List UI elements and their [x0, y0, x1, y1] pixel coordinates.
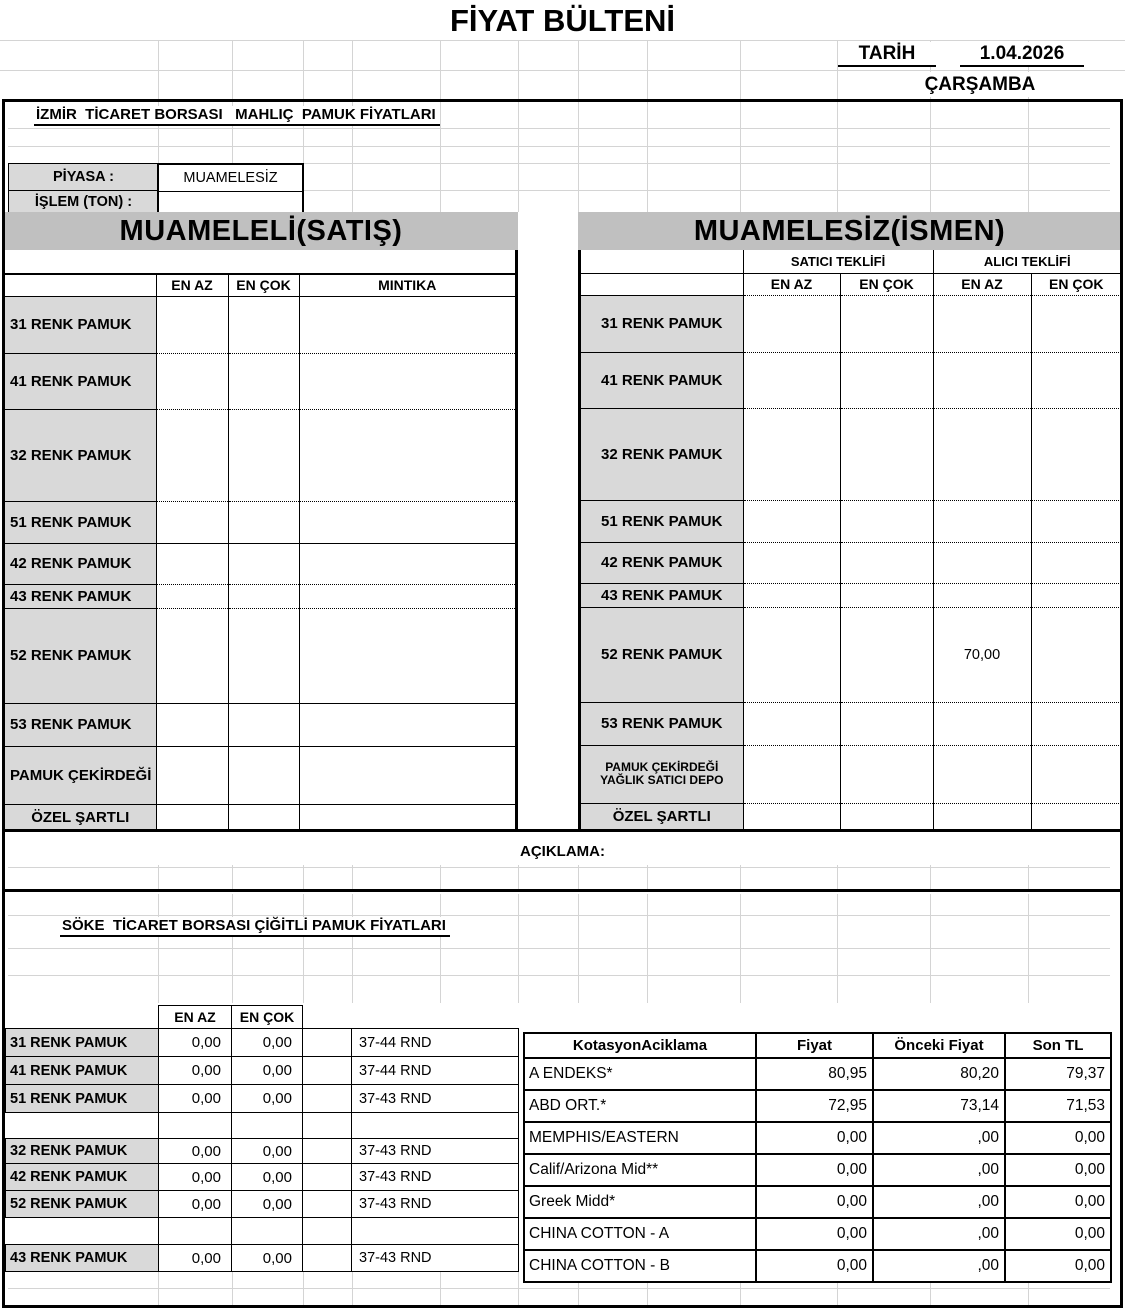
- spacer-cell: [303, 1191, 352, 1218]
- cell-en-az: [156, 804, 228, 831]
- muameleli-satis-header: MUAMELELİ(SATIŞ): [4, 212, 518, 250]
- satici-teklifi-header: SATICI TEKLİFİ: [743, 250, 933, 273]
- kotasyon-table: [523, 1032, 1112, 1283]
- table-row: [581, 803, 1121, 830]
- row-label: ABD ORT.*: [524, 1090, 756, 1122]
- gridline: [352, 163, 353, 212]
- cell-en-cok: 0,00: [232, 1164, 303, 1191]
- row-label: 43 RENK PAMUK: [581, 583, 743, 607]
- cell-mintika: [299, 746, 515, 804]
- row-label: 31 RENK PAMUK: [581, 295, 743, 352]
- cell-rnd: 37-43 RND: [352, 1245, 519, 1272]
- gridline: [8, 975, 1110, 976]
- cell-satici-en-az: [743, 500, 840, 542]
- row-label: 42 RENK PAMUK: [5, 543, 156, 584]
- gridline: [8, 1288, 1110, 1289]
- soke-table: [5, 1005, 519, 1272]
- table-row: [5, 296, 515, 353]
- cell-son-tl: 71,53: [1005, 1090, 1111, 1122]
- offer-groups-row: [581, 250, 1121, 273]
- corner-cell: [6, 1006, 159, 1029]
- cell-fiyat: 0,00: [756, 1122, 873, 1154]
- spacer-cell: [159, 1218, 232, 1245]
- cell-en-az: [156, 409, 228, 501]
- cell-en-az: [156, 703, 228, 746]
- gridline: [740, 163, 741, 212]
- corner-cell: [5, 274, 156, 296]
- cell-son-tl: 79,37: [1005, 1058, 1111, 1090]
- table-row: [524, 1154, 1111, 1186]
- cell-rnd: 37-43 RND: [352, 1191, 519, 1218]
- col-son-tl: Son TL: [1005, 1033, 1111, 1058]
- cell-en-cok: [228, 543, 299, 584]
- cell-en-az: [156, 501, 228, 543]
- cell-fiyat: 0,00: [756, 1186, 873, 1218]
- cell-alici-en-cok: [1031, 607, 1121, 702]
- empty-row: [6, 1218, 519, 1245]
- table-row: [581, 583, 1121, 607]
- piyasa-value-box: [157, 163, 304, 214]
- col-alici-en-az: EN AZ: [933, 273, 1031, 295]
- col-satici-en-az: EN AZ: [743, 273, 840, 295]
- table-row: [6, 1085, 519, 1113]
- cell-alici-en-az: [933, 542, 1031, 583]
- row-label: 41 RENK PAMUK: [581, 352, 743, 408]
- table-row: [5, 584, 515, 608]
- row-label: 51 RENK PAMUK: [5, 501, 156, 543]
- cell-mintika: [299, 501, 515, 543]
- cell-mintika: [299, 703, 515, 746]
- table-row: [5, 501, 515, 543]
- islem-ton-label: İŞLEM (TON) :: [8, 190, 159, 214]
- row-label: 31 RENK PAMUK: [6, 1029, 159, 1057]
- spacer-cell: [303, 1164, 352, 1191]
- row-label: 41 RENK PAMUK: [5, 353, 156, 409]
- gridline: [740, 101, 741, 163]
- cell-alici-en-cok: [1031, 745, 1121, 803]
- gridline: [0, 70, 1125, 71]
- empty-row: [6, 1113, 519, 1139]
- cell-alici-en-az: [933, 745, 1031, 803]
- gridline: [8, 146, 1110, 147]
- gridline: [303, 190, 1110, 191]
- cell-satici-en-az: [743, 542, 840, 583]
- table-row: [581, 500, 1121, 542]
- cell-satici-en-cok: [840, 607, 933, 702]
- row-label: 53 RENK PAMUK: [581, 702, 743, 745]
- table-row: [581, 295, 1121, 352]
- spacer: [5, 250, 515, 273]
- table-row: [6, 1245, 519, 1272]
- cell-fiyat: 72,95: [756, 1090, 873, 1122]
- cell-satici-en-cok: [840, 408, 933, 500]
- cell-onceki-fiyat: ,00: [873, 1250, 1005, 1282]
- cell-en-cok: 0,00: [232, 1245, 303, 1272]
- piyasa-label: PİYASA :: [8, 163, 159, 191]
- cell-alici-en-az: 70,00: [933, 607, 1031, 702]
- cell-en-az: [156, 353, 228, 409]
- table-row: [581, 408, 1121, 500]
- row-label: 52 RENK PAMUK: [581, 607, 743, 702]
- cell-satici-en-cok: [840, 295, 933, 352]
- page-title: FİYAT BÜLTENİ: [449, 3, 676, 38]
- cell-satici-en-cok: [840, 702, 933, 745]
- gridline: [8, 948, 1110, 949]
- gridline: [930, 163, 931, 212]
- cell-rnd: 37-43 RND: [352, 1164, 519, 1191]
- cell-satici-en-cok: [840, 745, 933, 803]
- cell-en-az: 0,00: [159, 1139, 232, 1164]
- cell-en-az: [156, 746, 228, 804]
- aciklama-section: [2, 829, 1123, 892]
- cell-satici-en-cok: [840, 583, 933, 607]
- gridline: [837, 163, 838, 212]
- table-row: [6, 1139, 519, 1164]
- cell-en-cok: [228, 608, 299, 703]
- table-row: [6, 1191, 519, 1218]
- table-row: [581, 702, 1121, 745]
- spacer-cell: [303, 1245, 352, 1272]
- cell-en-cok: [228, 804, 299, 831]
- soke-section-heading: SÖKE TİCARET BORSASI ÇİĞİTLİ PAMUK FİYATLARI: [60, 917, 450, 937]
- cell-mintika: [299, 543, 515, 584]
- gridline: [440, 1272, 441, 1306]
- weekday-label: ÇARŞAMBA: [898, 72, 1062, 97]
- cell-satici-en-az: [743, 583, 840, 607]
- cell-mintika: [299, 409, 515, 501]
- gridline: [1028, 163, 1029, 212]
- cell-en-az: [156, 608, 228, 703]
- spacer-cell: [303, 1029, 352, 1057]
- row-label: ÖZEL ŞARTLI: [581, 803, 743, 830]
- cell-en-cok: [228, 746, 299, 804]
- cell-en-cok: [228, 353, 299, 409]
- cell-en-az: 0,00: [159, 1085, 232, 1113]
- cell-mintika: [299, 584, 515, 608]
- spacer-cell: [352, 1113, 519, 1139]
- table-row: [6, 1164, 519, 1191]
- table-row: [524, 1218, 1111, 1250]
- cell-satici-en-az: [743, 295, 840, 352]
- muamelesiz-header-row: [581, 273, 1121, 295]
- table-row: [6, 1029, 519, 1057]
- cell-onceki-fiyat: ,00: [873, 1122, 1005, 1154]
- cell-en-az: [156, 296, 228, 353]
- cell-rnd: 37-43 RND: [352, 1085, 519, 1113]
- cell-alici-en-cok: [1031, 583, 1121, 607]
- row-label: 51 RENK PAMUK: [6, 1085, 159, 1113]
- spacer-cell: [352, 1006, 519, 1029]
- col-onceki-fiyat: Önceki Fiyat: [873, 1033, 1005, 1058]
- gridline: [0, 40, 1125, 41]
- table-row: [5, 746, 515, 804]
- spacer-cell: [232, 1113, 303, 1139]
- row-label: A ENDEKS*: [524, 1058, 756, 1090]
- islem-ton-value: [159, 192, 302, 213]
- cell-satici-en-az: [743, 803, 840, 830]
- cell-onceki-fiyat: 80,20: [873, 1058, 1005, 1090]
- spacer-cell: [303, 1113, 352, 1139]
- cell-satici-en-az: [743, 352, 840, 408]
- row-label: CHINA COTTON - A: [524, 1218, 756, 1250]
- spacer-cell: [303, 1057, 352, 1085]
- row-label: MEMPHIS/EASTERN: [524, 1122, 756, 1154]
- gridline: [303, 1272, 304, 1306]
- date-value: 1.04.2026: [960, 42, 1084, 67]
- row-label: CHINA COTTON - B: [524, 1250, 756, 1282]
- muamelesiz-ismen-header: MUAMELESİZ(İSMEN): [578, 212, 1121, 250]
- table-row: [5, 804, 515, 831]
- row-label: 51 RENK PAMUK: [581, 500, 743, 542]
- cell-rnd: 37-44 RND: [352, 1057, 519, 1085]
- cell-son-tl: 0,00: [1005, 1122, 1111, 1154]
- cell-alici-en-cok: [1031, 542, 1121, 583]
- cell-alici-en-cok: [1031, 352, 1121, 408]
- spacer-cell: [303, 1006, 352, 1029]
- row-label: 41 RENK PAMUK: [6, 1057, 159, 1085]
- gridline: [8, 915, 1110, 916]
- row-label: 52 RENK PAMUK: [6, 1191, 159, 1218]
- table-row: [581, 607, 1121, 702]
- cell-en-cok: 0,00: [232, 1085, 303, 1113]
- col-en-az: EN AZ: [159, 1006, 232, 1029]
- cell-satici-en-cok: [840, 542, 933, 583]
- row-label: 31 RENK PAMUK: [5, 296, 156, 353]
- table-row: [581, 352, 1121, 408]
- cell-rnd: 37-44 RND: [352, 1029, 519, 1057]
- row-label: 43 RENK PAMUK: [6, 1245, 159, 1272]
- muameleli-table: [5, 250, 518, 830]
- cell-onceki-fiyat: ,00: [873, 1186, 1005, 1218]
- cell-alici-en-az: [933, 500, 1031, 542]
- cell-fiyat: 0,00: [756, 1154, 873, 1186]
- table-row: [524, 1186, 1111, 1218]
- cell-en-cok: [228, 703, 299, 746]
- gridline: [1028, 101, 1029, 163]
- table-row: [5, 543, 515, 584]
- col-en-cok: EN ÇOK: [232, 1006, 303, 1029]
- cell-alici-en-az: [933, 352, 1031, 408]
- col-mintika: MINTIKA: [299, 274, 515, 296]
- spacer-cell: [6, 1113, 159, 1139]
- cell-en-az: 0,00: [159, 1164, 232, 1191]
- cell-satici-en-cok: [840, 500, 933, 542]
- row-label: 52 RENK PAMUK: [5, 608, 156, 703]
- cell-mintika: [299, 353, 515, 409]
- row-label: [581, 745, 743, 803]
- table-row: [581, 542, 1121, 583]
- piyasa-value: MUAMELESİZ: [159, 165, 302, 192]
- spacer-cell: [232, 1218, 303, 1245]
- corner-cell: [581, 273, 743, 295]
- aciklama-label: AÇIKLAMA:: [520, 843, 605, 860]
- cell-son-tl: 0,00: [1005, 1186, 1111, 1218]
- table-row: [524, 1090, 1111, 1122]
- cell-alici-en-cok: [1031, 500, 1121, 542]
- spacer-cell: [352, 1218, 519, 1245]
- kotasyon-header-row: [524, 1033, 1111, 1058]
- row-label: 32 RENK PAMUK: [5, 409, 156, 501]
- gridline: [232, 1272, 233, 1306]
- date-label: TARİH: [838, 42, 936, 67]
- cell-son-tl: 0,00: [1005, 1154, 1111, 1186]
- cell-fiyat: 80,95: [756, 1058, 873, 1090]
- cell-alici-en-az: [933, 583, 1031, 607]
- spacer-cell: [6, 1218, 159, 1245]
- row-label: 53 RENK PAMUK: [5, 703, 156, 746]
- spacer-cell: [303, 1139, 352, 1164]
- table-row: [524, 1250, 1111, 1282]
- cell-en-az: 0,00: [159, 1057, 232, 1085]
- cell-satici-en-cok: [840, 803, 933, 830]
- col-satici-en-cok: EN ÇOK: [840, 273, 933, 295]
- izmir-section-heading: İZMİR TİCARET BORSASI MAHLIÇ PAMUK FİYATLARI: [34, 106, 440, 126]
- row-label-line1: PAMUK ÇEKİRDEĞİ: [605, 759, 719, 774]
- row-label: Calif/Arizona Mid**: [524, 1154, 756, 1186]
- table-row: [5, 353, 515, 409]
- cell-alici-en-cok: [1031, 408, 1121, 500]
- table-row: [524, 1122, 1111, 1154]
- muamelesiz-table: [578, 250, 1121, 830]
- cell-alici-en-cok: [1031, 295, 1121, 352]
- spacer-cell: [159, 1113, 232, 1139]
- cell-son-tl: 0,00: [1005, 1218, 1111, 1250]
- cell-satici-en-az: [743, 607, 840, 702]
- table-row: [5, 409, 515, 501]
- cell-satici-en-cok: [840, 352, 933, 408]
- soke-header-row: [6, 1006, 519, 1029]
- cell-satici-en-az: [743, 745, 840, 803]
- gridline: [647, 163, 648, 212]
- row-label: Greek Midd*: [524, 1186, 756, 1218]
- cell-en-az: 0,00: [159, 1245, 232, 1272]
- cell-alici-en-az: [933, 702, 1031, 745]
- col-alici-en-cok: EN ÇOK: [1031, 273, 1121, 295]
- cell-en-cok: [228, 584, 299, 608]
- gridline: [930, 101, 931, 163]
- cell-mintika: [299, 296, 515, 353]
- gridline: [440, 163, 441, 212]
- gridline: [518, 101, 519, 163]
- table-row: [524, 1058, 1111, 1090]
- row-label: ÖZEL ŞARTLI: [5, 804, 156, 831]
- cell-en-az: 0,00: [159, 1191, 232, 1218]
- cell-rnd: 37-43 RND: [352, 1139, 519, 1164]
- row-label: 32 RENK PAMUK: [581, 408, 743, 500]
- cell-satici-en-az: [743, 702, 840, 745]
- gridline: [518, 1272, 519, 1306]
- table-row: [6, 1057, 519, 1085]
- cell-alici-en-cok: [1031, 702, 1121, 745]
- cell-en-az: [156, 584, 228, 608]
- cell-son-tl: 0,00: [1005, 1250, 1111, 1282]
- col-en-cok: EN ÇOK: [228, 274, 299, 296]
- gridline: [518, 163, 519, 212]
- corner-cell: [581, 250, 743, 273]
- row-label: 42 RENK PAMUK: [6, 1164, 159, 1191]
- table-row: [5, 703, 515, 746]
- muameleli-header-row: [5, 274, 515, 296]
- row-label: 43 RENK PAMUK: [5, 584, 156, 608]
- gridline: [8, 128, 1110, 129]
- table-row: [5, 608, 515, 703]
- cell-en-cok: 0,00: [232, 1057, 303, 1085]
- cell-en-az: 0,00: [159, 1029, 232, 1057]
- cell-fiyat: 0,00: [756, 1218, 873, 1250]
- col-en-az: EN AZ: [156, 274, 228, 296]
- cell-en-cok: [228, 409, 299, 501]
- cell-en-cok: [228, 501, 299, 543]
- cell-alici-en-cok: [1031, 803, 1121, 830]
- cell-onceki-fiyat: 73,14: [873, 1090, 1005, 1122]
- cell-onceki-fiyat: ,00: [873, 1154, 1005, 1186]
- cell-en-cok: 0,00: [232, 1139, 303, 1164]
- gridline: [647, 101, 648, 163]
- cell-en-cok: 0,00: [232, 1029, 303, 1057]
- gridline: [352, 1272, 353, 1306]
- row-label: 42 RENK PAMUK: [581, 542, 743, 583]
- gridline: [578, 163, 579, 212]
- spacer-cell: [303, 1218, 352, 1245]
- cell-mintika: [299, 804, 515, 831]
- alici-teklifi-header: ALICI TEKLİFİ: [933, 250, 1121, 273]
- cell-en-cok: [228, 296, 299, 353]
- gridline: [158, 1272, 159, 1306]
- col-kotasyon-aciklama: KotasyonAciklama: [524, 1033, 756, 1058]
- cell-alici-en-az: [933, 408, 1031, 500]
- cell-alici-en-az: [933, 803, 1031, 830]
- cell-fiyat: 0,00: [756, 1250, 873, 1282]
- cell-onceki-fiyat: ,00: [873, 1218, 1005, 1250]
- cell-mintika: [299, 608, 515, 703]
- row-label-line2: YAĞLIK SATICI DEPO: [600, 773, 724, 787]
- row-label: PAMUK ÇEKİRDEĞİ: [5, 746, 156, 804]
- spacer-cell: [303, 1085, 352, 1113]
- gridline: [578, 101, 579, 163]
- table-row: [581, 745, 1121, 803]
- gridline: [837, 101, 838, 163]
- cell-satici-en-az: [743, 408, 840, 500]
- cell-alici-en-az: [933, 295, 1031, 352]
- cell-en-az: [156, 543, 228, 584]
- row-label: 32 RENK PAMUK: [6, 1139, 159, 1164]
- gridline: [440, 101, 441, 163]
- col-fiyat: Fiyat: [756, 1033, 873, 1058]
- cell-en-cok: 0,00: [232, 1191, 303, 1218]
